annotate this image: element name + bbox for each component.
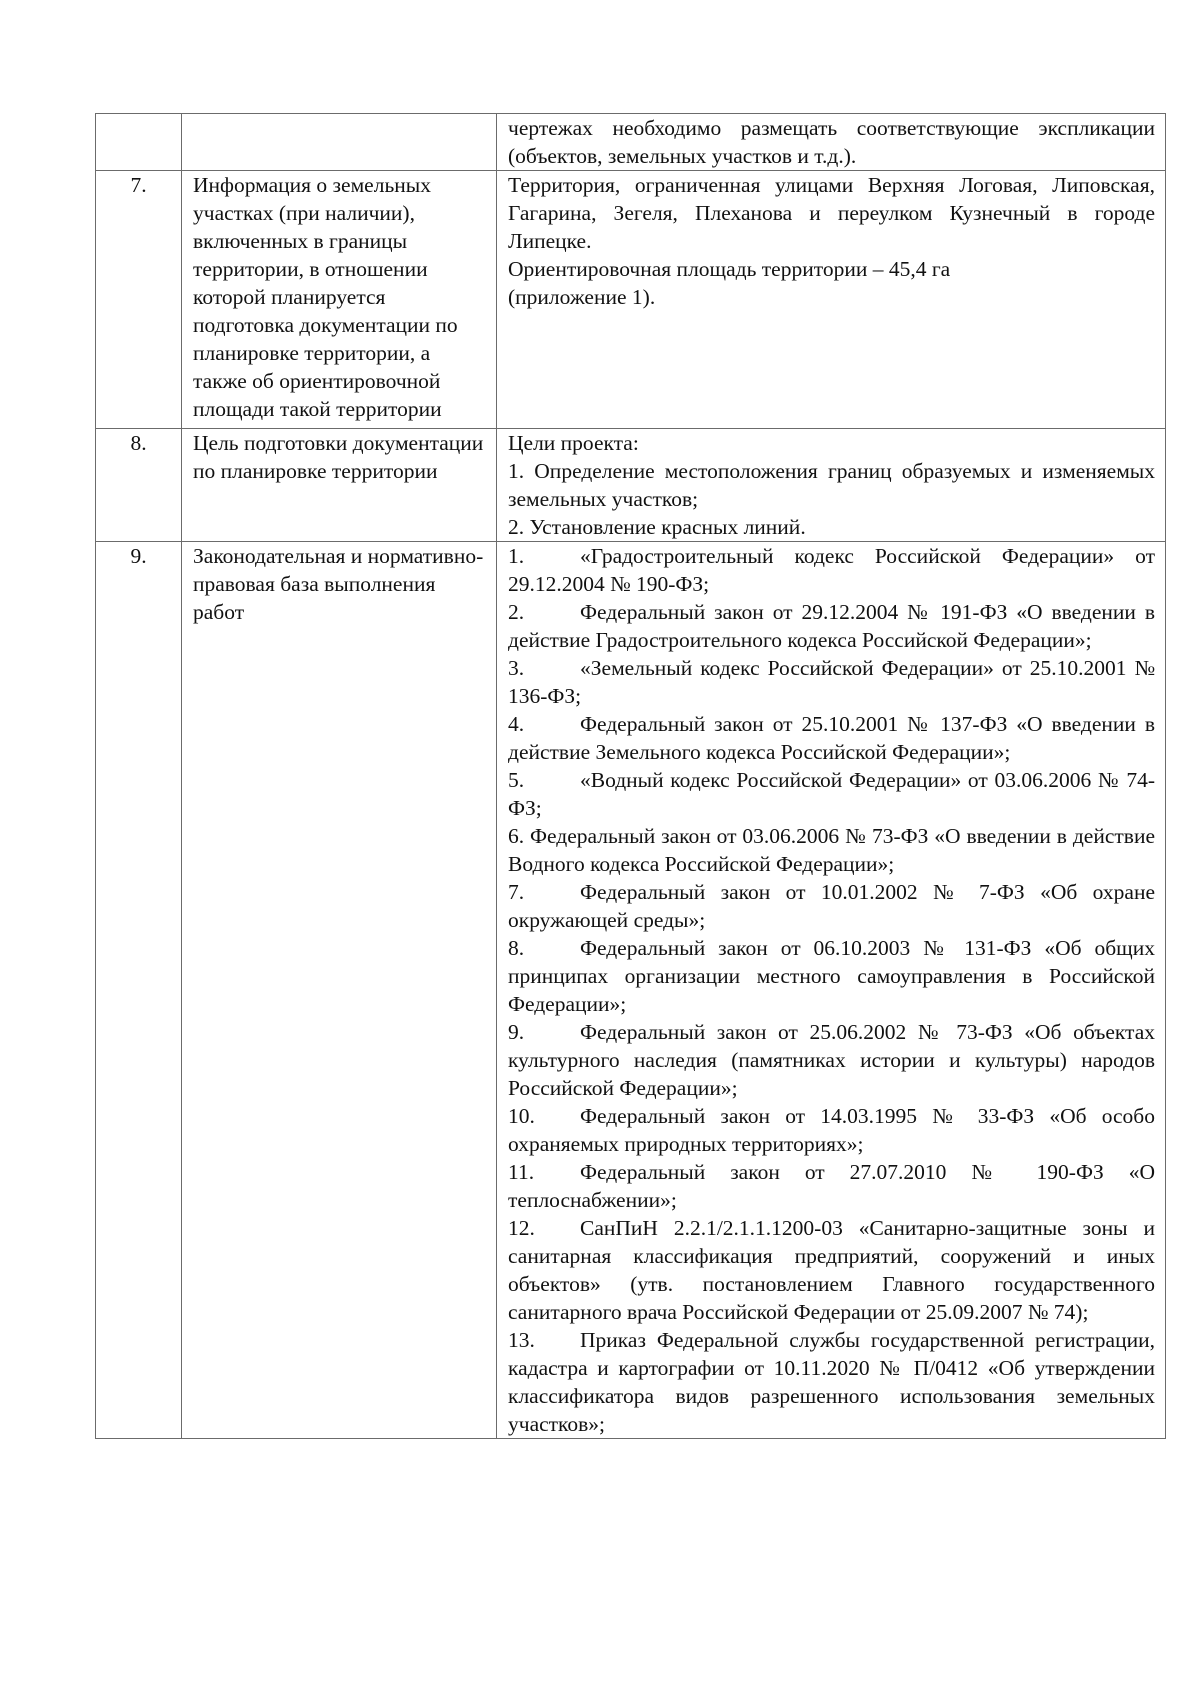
document-page <box>95 113 1165 1439</box>
list-item <box>508 934 1155 1018</box>
list-item-number: 5. <box>508 768 525 792</box>
list-item-text: Федеральный закон от 06.10.2003 № 131-ФЗ «Об общих принципах организации местного самоуправления в Российской Федерации»; <box>508 936 1155 1016</box>
list-item <box>508 1326 1155 1438</box>
paragraph: Ориентировочная площадь территории – 45,4 га <box>508 257 951 281</box>
list-item-text: 6. Федеральный закон от 03.06.2006 № 73-ФЗ «О введении в действие Водного кодекса Российской Федерации»; <box>508 824 1155 876</box>
list-item-number: 10. <box>508 1104 535 1128</box>
list-item-text: Федеральный закон от 25.06.2002 № 73-ФЗ «Об объектах культурного наследия (памятниках истории и культуры) народов Российской Федерации»; <box>508 1020 1155 1100</box>
list-item-text: Федеральный закон от 27.07.2010 № 190-ФЗ «О теплоснабжении»; <box>508 1160 1155 1212</box>
list-item <box>508 822 1155 878</box>
row-number: 7. <box>96 171 182 429</box>
table-row-7 <box>96 171 1166 429</box>
row-content <box>497 171 1166 429</box>
list-item <box>508 766 1155 822</box>
list-item-number: 2. <box>508 600 525 624</box>
paragraph: Цели проекта: <box>508 431 639 455</box>
row-content <box>497 114 1166 171</box>
list-item-text: «Водный кодекс Российской Федерации» от 03.06.2006 № 74-ФЗ; <box>508 768 1155 820</box>
list-item-text: «Земельный кодекс Российской Федерации» от 25.10.2001 № 136-ФЗ; <box>508 656 1155 708</box>
table-row-continuation <box>96 114 1166 171</box>
list-item-number: 8. <box>508 936 525 960</box>
list-item-number: 3. <box>508 656 525 680</box>
paragraph: Территория, ограниченная улицами Верхняя Логовая, Липовская, Гагарина, Зегеля, Плеханова и переулком Кузнечный в городе Липецке. <box>508 173 1155 253</box>
list-item-number: 9. <box>508 1020 525 1044</box>
list-item-number: 12. <box>508 1216 535 1240</box>
list-item <box>508 710 1155 766</box>
list-item <box>508 542 1155 598</box>
list-item-text: «Градостроительный кодекс Российской Федерации» от 29.12.2004 № 190-ФЗ; <box>508 544 1155 596</box>
row-title: Законодательная и нормативно-правовая база выполнения работ <box>182 542 497 1439</box>
list-item-text: Федеральный закон от 10.01.2002 № 7-ФЗ «Об охране окружающей среды»; <box>508 880 1155 932</box>
list-item-text: Федеральный закон от 29.12.2004 № 191-ФЗ «О введении в действие Градостроительного кодекса Российской Федерации»; <box>508 600 1155 652</box>
list-item <box>508 1018 1155 1102</box>
list-item-number: 13. <box>508 1328 535 1352</box>
list-item <box>508 598 1155 654</box>
table-row-9 <box>96 542 1166 1439</box>
list-item-number: 11. <box>508 1160 535 1184</box>
list-item-number: 7. <box>508 880 525 904</box>
paragraph: 2. Установление красных линий. <box>508 515 806 539</box>
list-item-number: 1. <box>508 544 525 568</box>
list-item <box>508 1214 1155 1326</box>
list-item <box>508 878 1155 934</box>
list-item <box>508 1102 1155 1158</box>
row-title: Цель подготовки документации по планировке территории <box>182 429 497 542</box>
list-item <box>508 1158 1155 1214</box>
paragraph: (приложение 1). <box>508 285 656 309</box>
row-title: Информация о земельных участках (при наличии), включенных в границы территории, в отношении которой планируется подготовка документации по планировке территории, а также об ориентировочной площади такой территории <box>182 171 497 429</box>
list-item-text: Федеральный закон от 25.10.2001 № 137-ФЗ «О введении в действие Земельного кодекса Российской Федерации»; <box>508 712 1155 764</box>
list-item-text: Приказ Федеральной службы государственной регистрации, кадастра и картографии от 10.11.2020 № П/0412 «Об утверждении классификатора видов разрешенного использования земельных участков»; <box>508 1328 1155 1436</box>
paragraph: 1. Определение местоположения границ образуемых и изменяемых земельных участков; <box>508 459 1155 511</box>
list-item-text: СанПиН 2.2.1/2.1.1.1200-03 «Санитарно-защитные зоны и санитарная классификация предприятий, сооружений и иных объектов» (утв. постановлением Главного государственного санитарного врача Российской Федерации от 25.09.2007 № 74); <box>508 1216 1155 1324</box>
row-number: 8. <box>96 429 182 542</box>
table-row-8 <box>96 429 1166 542</box>
paragraph: чертежах необходимо размещать соответствующие экспликации (объектов, земельных участков и т.д.). <box>508 116 1155 168</box>
requirements-table <box>95 113 1166 1439</box>
list-item <box>508 654 1155 710</box>
row-title <box>182 114 497 171</box>
list-item-text: Федеральный закон от 14.03.1995 № 33-ФЗ «Об особо охраняемых природных территориях»; <box>508 1104 1155 1156</box>
list-item-number: 4. <box>508 712 525 736</box>
row-content <box>497 542 1166 1439</box>
row-number: 9. <box>96 542 182 1439</box>
row-content <box>497 429 1166 542</box>
row-number <box>96 114 182 171</box>
